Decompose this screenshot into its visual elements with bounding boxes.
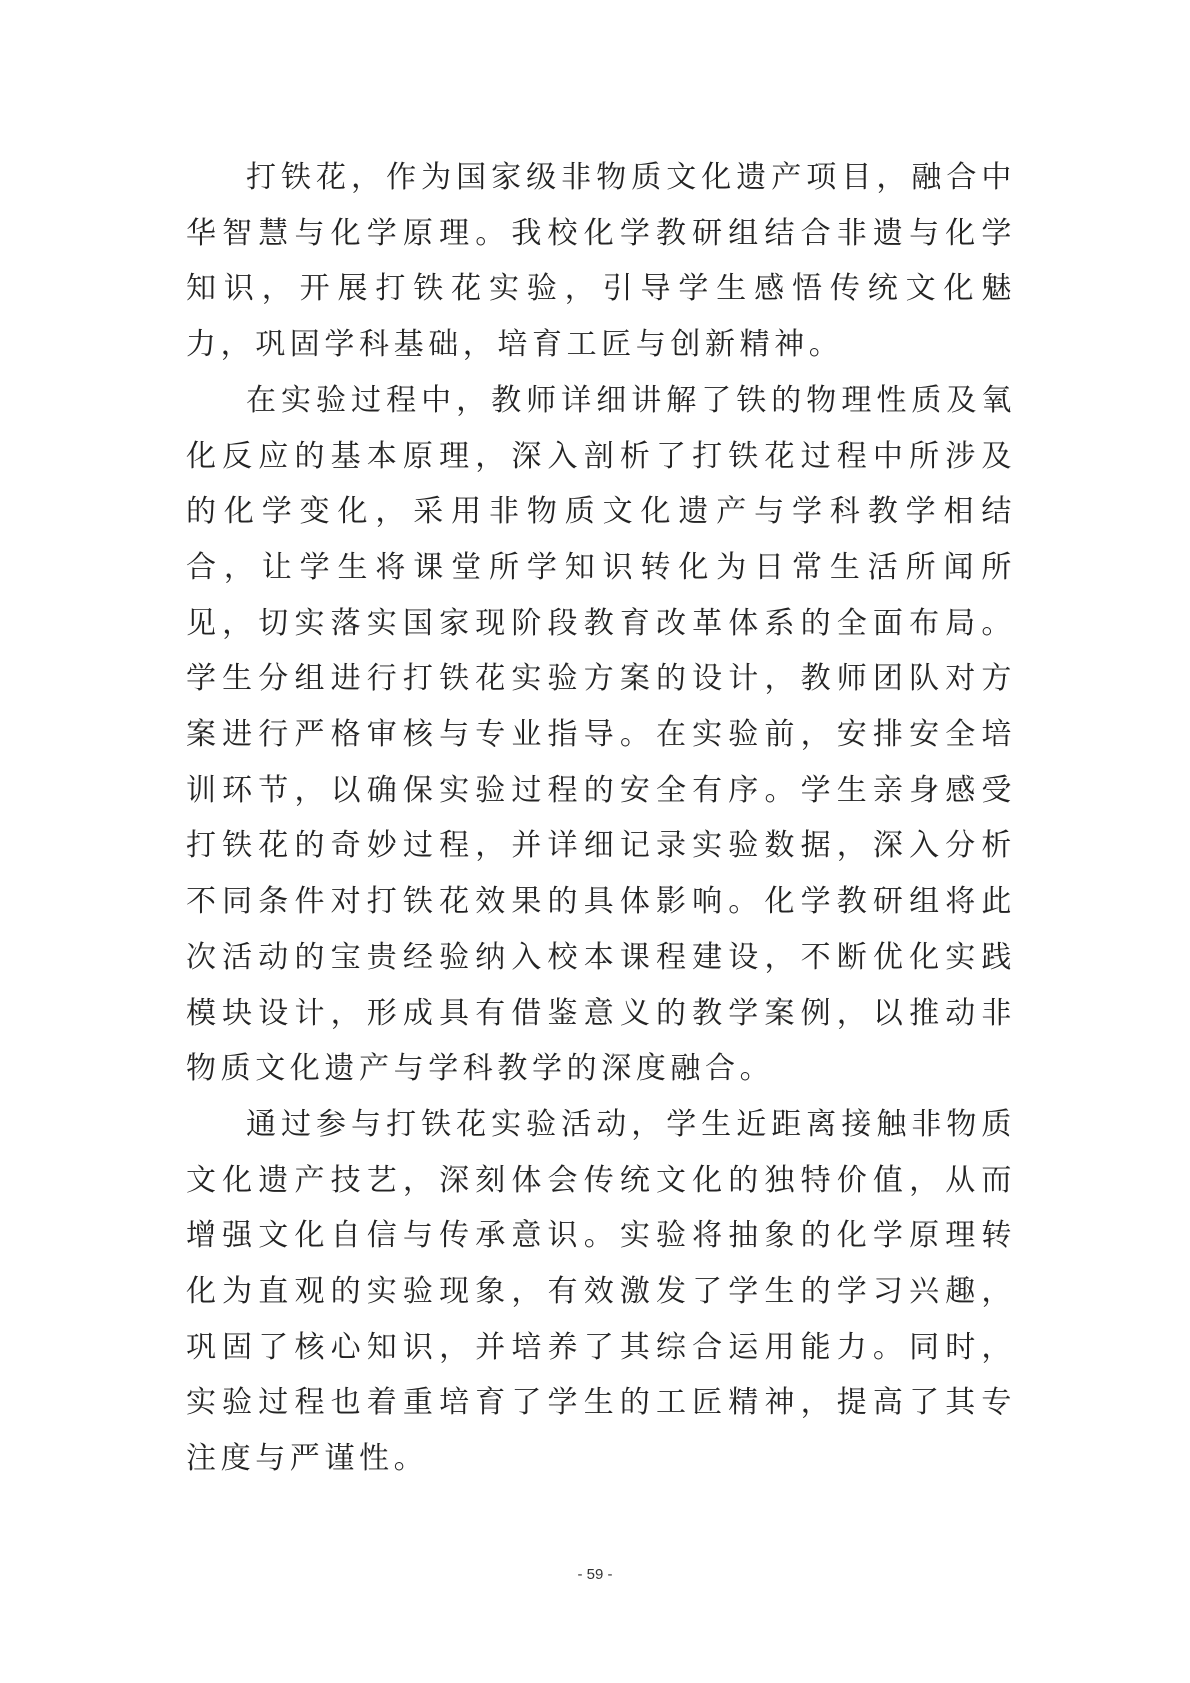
- paragraph: 打铁花，作为国家级非物质文化遗产项目，融合中华智慧与化学原理。我校化学教研组结合非遗与化学知识，开展打铁花实验，引导学生感悟传统文化魅力，巩固学科基础，培育工匠与创新精神。: [186, 160, 1016, 363]
- paragraph: 在实验过程中，教师详细讲解了铁的物理性质及氧化反应的基本原理，深入剖析了打铁花过程中所涉及的化学变化，采用非物质文化遗产与学科教学相结合，让学生将课堂所学知识转化为日常生活所闻所见，切实落实国家现阶段教育改革体系的全面布局。学生分组进行打铁花实验方案的设计，教师团队对方案进行严格审核与专业指导。在实验前，安排安全培训环节，以确保实验过程的安全有序。学生亲身感受打铁花的奇妙过程，并详细记录实验数据，深入分析不同条件对打铁花效果的具体影响。化学教研组将此次活动的宝贵经验纳入校本课程建设，不断优化实践模块设计，形成具有借鉴意义的教学案例，以推动非物质文化遗产与学科教学的深度融合。: [186, 382, 1016, 1087]
- body-text: [186, 150, 1016, 1487]
- page-number: - 59 -: [577, 1566, 613, 1583]
- paragraph: 通过参与打铁花实验活动，学生近距离接触非物质文化遗产技艺，深刻体会传统文化的独特价值，从而增强文化自信与传承意识。实验将抽象的化学原理转化为直观的实验现象，有效激发了学生的学习兴趣，巩固了核心知识，并培养了其综合运用能力。同时，实验过程也着重培育了学生的工匠精神，提高了其专注度与严谨性。: [186, 1106, 1016, 1477]
